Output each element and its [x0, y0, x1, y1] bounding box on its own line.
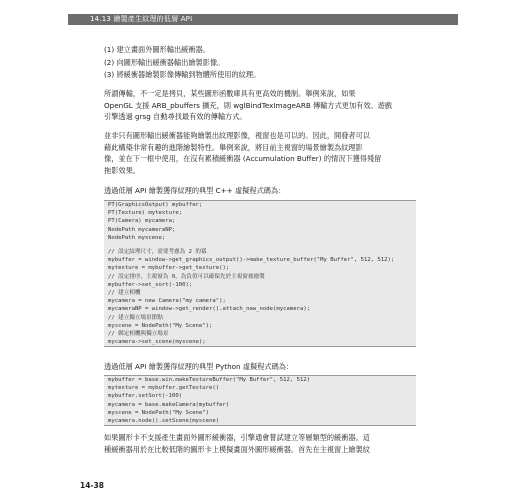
code-line: mycameraNP = window->get_render().attach_new_node(mycamera); — [108, 306, 311, 313]
cpp-code-heading: 透過低層 API 繪製獲得紋理的典型 C++ 虛擬程式碼為： — [104, 186, 286, 195]
paragraph-line: 拖影效果。 — [104, 165, 140, 175]
code-line: PT(GraphicsOutput) mybuffer; — [108, 202, 203, 208]
code-line: mycamera = base.makeCamera(mybuffer) — [108, 401, 230, 408]
code-line: PT(Texture) mytexture; — [108, 210, 183, 217]
code-line: mycamera = new Camera("my camera"); — [108, 298, 226, 305]
code-comment: // 建立相機 — [108, 290, 141, 297]
section-header: 14.13 繪製產生紋理的低層 API — [90, 15, 193, 23]
cpp-code-block — [104, 200, 416, 347]
list-item: (1) 建立畫面外圖形輸出緩衝器。 — [104, 45, 210, 54]
page-number: 14-38 — [80, 481, 104, 490]
paragraph-line: OpenGL 支援 ARB_pbuffers 擴充，則 wglBindTexImageARB 傳輸方式更加有效。遊戲 — [104, 100, 393, 110]
code-line: mycamera.node().setScene(myscene) — [108, 418, 220, 425]
code-line: mybuffer = base.win.makeTextureBuffer("My Buffer", 512, 512) — [108, 377, 311, 383]
code-line: myscene = NodePath("My Scene") — [108, 409, 210, 416]
paragraph-line: 種緩衝器用於在比較低階的圖形卡上模擬畫面外圖形緩衝器。首先在主視窗上繪製紋 — [104, 444, 370, 454]
code-line: PT(Camera) mycamera; — [108, 218, 176, 225]
code-comment: // 設定紋理尺寸，需要考慮為 2 的冪 — [108, 249, 207, 256]
python-code-block — [104, 375, 416, 426]
code-comment: // 設定排序，主視窗為 0，為負值可以確保先於主視窗被繪製 — [108, 273, 265, 280]
paragraph-line: 如果圖形卡不支援產生畫面外圖形緩衝器，引擎通會嘗試建立等層類型的緩衝器。這 — [104, 433, 370, 442]
code-line: mycamera->set_scene(myscene); — [108, 339, 206, 346]
paragraph-line: 藉此構築非常有趣的進階繪製特性。舉例來說，將目前主視窗的場景繪製為紋理影 — [104, 142, 363, 152]
steps-list — [104, 44, 260, 82]
code-comment: // 建立獨立場景節點 — [108, 314, 163, 321]
paragraph-line: 像，並在下一框中使用，在沒有累積緩衝器 (Accumulation Buffer) 的情況下獲得殘留 — [104, 154, 382, 163]
paragraph-line: 引擎透過 grsg 自動尋找最有效的傳輸方式。 — [104, 112, 247, 121]
python-code-heading: 透過低層 API 繪製獲得紋理的典型 Python 虛擬程式碼為： — [104, 362, 294, 371]
list-item: (3) 將緩衝器繪製影像傳輸到物體所使用的紋理。 — [104, 70, 261, 79]
code-line: NodePath myscene; — [108, 234, 166, 241]
code-line: mytexture = mybuffer.getTexture() — [108, 385, 220, 392]
code-line: mybuffer = window->get_graphics_output()->make_texture_buffer("My Buffer", 512, 512); — [108, 257, 395, 264]
paragraph-line: 並非只有圖形輸出緩衝器能夠繪製出紋理影像，視窗也是可以的。因此，開發者可以 — [104, 131, 370, 140]
list-item: (2) 向圖形輸出緩衝器輸出繪製影像。 — [104, 57, 225, 67]
paragraph-transfer — [104, 88, 416, 123]
paragraph-window — [104, 130, 416, 176]
code-comment: // 綁定相機與獨立場景 — [108, 331, 169, 338]
code-line: myscene = NodePath("My Scene"); — [108, 322, 213, 329]
code-line: NodePath mycameraNP; — [108, 226, 176, 233]
paragraph-fallback — [104, 432, 416, 455]
paragraph-line: 所謂傳輸，不一定是拷貝，某些圖形函數庫具有更高效的機制。舉例來說，如果 — [104, 89, 356, 98]
code-line: mybuffer.setSort(-100) — [108, 393, 183, 400]
code-line: mytexture = mybuffer->get_texture(); — [108, 265, 230, 272]
code-line: mybuffer->set_sort(-100); — [108, 281, 193, 288]
